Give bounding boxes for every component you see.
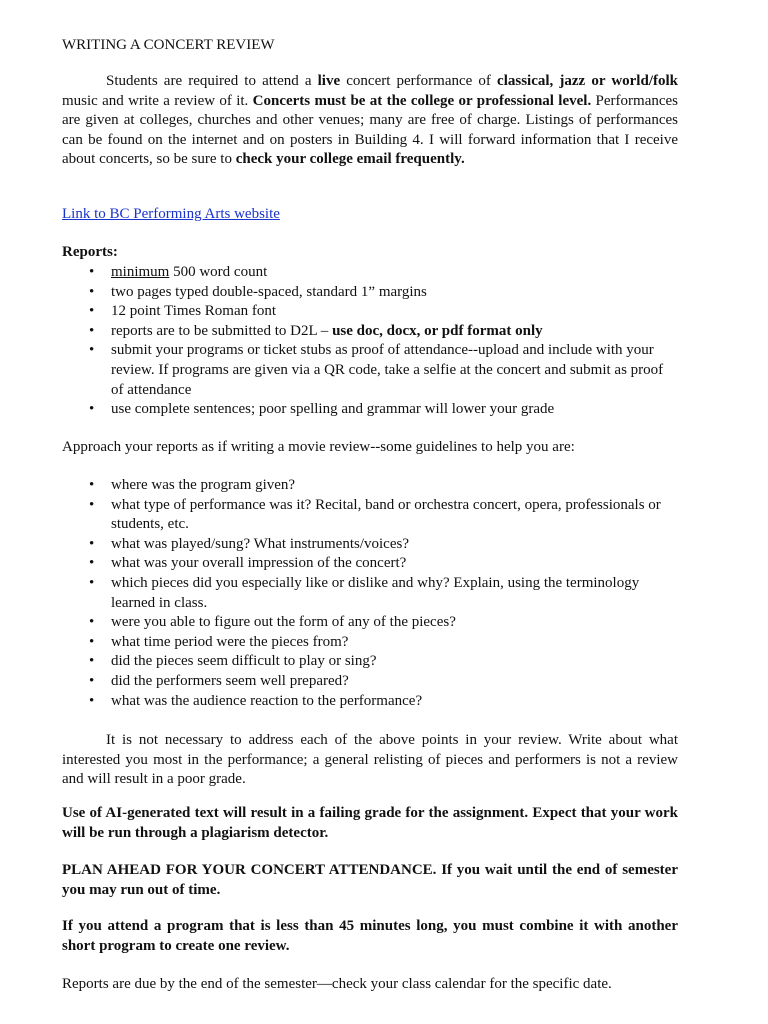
intro-bold-live: live xyxy=(317,73,341,89)
list-item xyxy=(62,613,678,633)
list-item xyxy=(62,633,678,653)
list-item-text: submit your programs or ticket stubs as proof of attendance--upload and include with your review. If programs are given via a QR code, take a selfie at the concert and submit as proof of attendance xyxy=(111,342,664,398)
intro-text-4: Performances are given at colleges, churches and other venues; many are free of charge. Listings of performances can be found on the internet and on posters in Building 4. I will forward information that I receive about concerts, so be sure to xyxy=(62,92,679,168)
reports-heading-text: Reports: xyxy=(62,244,118,260)
list-item xyxy=(62,652,678,672)
list-item-text: two pages typed double-spaced, standard 1” margins xyxy=(111,283,427,300)
guideline-text: which pieces did you especially like or dislike and why? Explain, using the terminology learned in class. xyxy=(111,574,640,611)
bullet-icon: • xyxy=(89,342,95,359)
bullet-icon: • xyxy=(89,574,95,591)
guideline-text: what was the audience reaction to the performance? xyxy=(111,692,423,709)
intro-text-2: concert performance of xyxy=(340,73,498,89)
guideline-text: did the performers seem well prepared? xyxy=(111,672,349,689)
bullet-icon: • xyxy=(89,614,95,631)
plan-ahead-text: PLAN AHEAD FOR YOUR CONCERT ATTENDANCE. If you wait until the end of semester you may run out of time. xyxy=(62,862,678,898)
list-item-text: 12 point Times Roman font xyxy=(111,303,277,320)
list-item xyxy=(62,496,678,535)
bullet-icon: • xyxy=(89,672,95,689)
document-title: WRITING A CONCERT REVIEW xyxy=(62,37,275,53)
list-item-text: use complete sentences; poor spelling and grammar will lower your grade xyxy=(111,401,555,418)
not-necessary-paragraph: It is not necessary to address each of the above points in your review. Write about what interested you most in the performance; a general relisting of pieces and performers is not a review and will result in a poor grade. xyxy=(62,732,678,788)
list-item xyxy=(62,672,678,692)
list-item xyxy=(62,400,678,420)
guideline-text: what was played/sung? What instruments/voices? xyxy=(111,535,409,552)
list-item xyxy=(62,574,678,613)
intro-text-1: Students are required to attend a xyxy=(106,73,318,89)
ai-warning-text: Use of AI-generated text will result in a failing grade for the assignment. Expect that your work will be run through a plagiarism detector. xyxy=(62,805,678,841)
minimum-underlined: minimum xyxy=(111,264,170,280)
bullet-icon: • xyxy=(89,322,95,339)
bullet-icon: • xyxy=(89,283,95,300)
list-item xyxy=(62,283,678,303)
guideline-text: where was the program given? xyxy=(111,477,296,493)
reports-list xyxy=(62,263,678,420)
reports-heading xyxy=(62,243,678,263)
bullet-icon: • xyxy=(89,264,95,280)
guideline-text: did the pieces seem difficult to play or sing? xyxy=(111,653,377,670)
intro-paragraph xyxy=(62,72,678,170)
bc-performing-arts-link[interactable]: Link to BC Performing Arts website xyxy=(62,206,280,222)
intro-text-3: music and write a review of it. xyxy=(62,92,253,109)
intro-bold-email: check your college email frequently. xyxy=(235,151,465,168)
guideline-text: were you able to figure out the form of any of the pieces? xyxy=(111,614,456,631)
plan-ahead-paragraph xyxy=(62,861,678,900)
list-item xyxy=(62,302,678,322)
ai-warning-paragraph xyxy=(62,804,678,843)
intro-bold-genres: classical, jazz or world/folk xyxy=(497,73,678,89)
list-item xyxy=(62,535,678,555)
list-item xyxy=(62,476,678,496)
list-item xyxy=(62,263,678,283)
bc-performing-arts-link-line xyxy=(62,205,678,225)
list-item xyxy=(62,554,678,574)
word-count-text: 500 word count xyxy=(169,264,268,280)
due-date-paragraph: Reports are due by the end of the semester—check your class calendar for the specific date. xyxy=(62,976,612,992)
bullet-icon: • xyxy=(89,535,95,552)
bullet-icon: • xyxy=(89,401,95,418)
bullet-icon: • xyxy=(89,303,95,320)
guideline-text: what type of performance was it? Recital, band or orchestra concert, opera, professionals or students, etc. xyxy=(111,496,661,533)
guidelines-list xyxy=(62,476,678,711)
short-program-text: If you attend a program that is less than 45 minutes long, you must combine it with another short program to create one review. xyxy=(62,918,678,954)
format-requirement: use doc, docx, or pdf format only xyxy=(332,322,543,339)
guideline-text: what was your overall impression of the concert? xyxy=(111,555,407,572)
bullet-icon: • xyxy=(89,477,95,493)
bullet-icon: • xyxy=(89,692,95,709)
list-item-text: reports are to be submitted to D2L – xyxy=(111,322,333,339)
list-item xyxy=(62,322,678,342)
list-item xyxy=(62,692,678,712)
bullet-icon: • xyxy=(89,633,95,650)
guideline-text: what time period were the pieces from? xyxy=(111,633,349,650)
list-item xyxy=(62,341,678,400)
short-program-paragraph xyxy=(62,917,678,956)
approach-paragraph: Approach your reports as if writing a movie review--some guidelines to help you are: xyxy=(62,439,575,455)
bullet-icon: • xyxy=(89,496,95,513)
intro-bold-level: Concerts must be at the college or professional level. xyxy=(252,92,592,109)
bullet-icon: • xyxy=(89,653,95,670)
bullet-icon: • xyxy=(89,555,95,572)
